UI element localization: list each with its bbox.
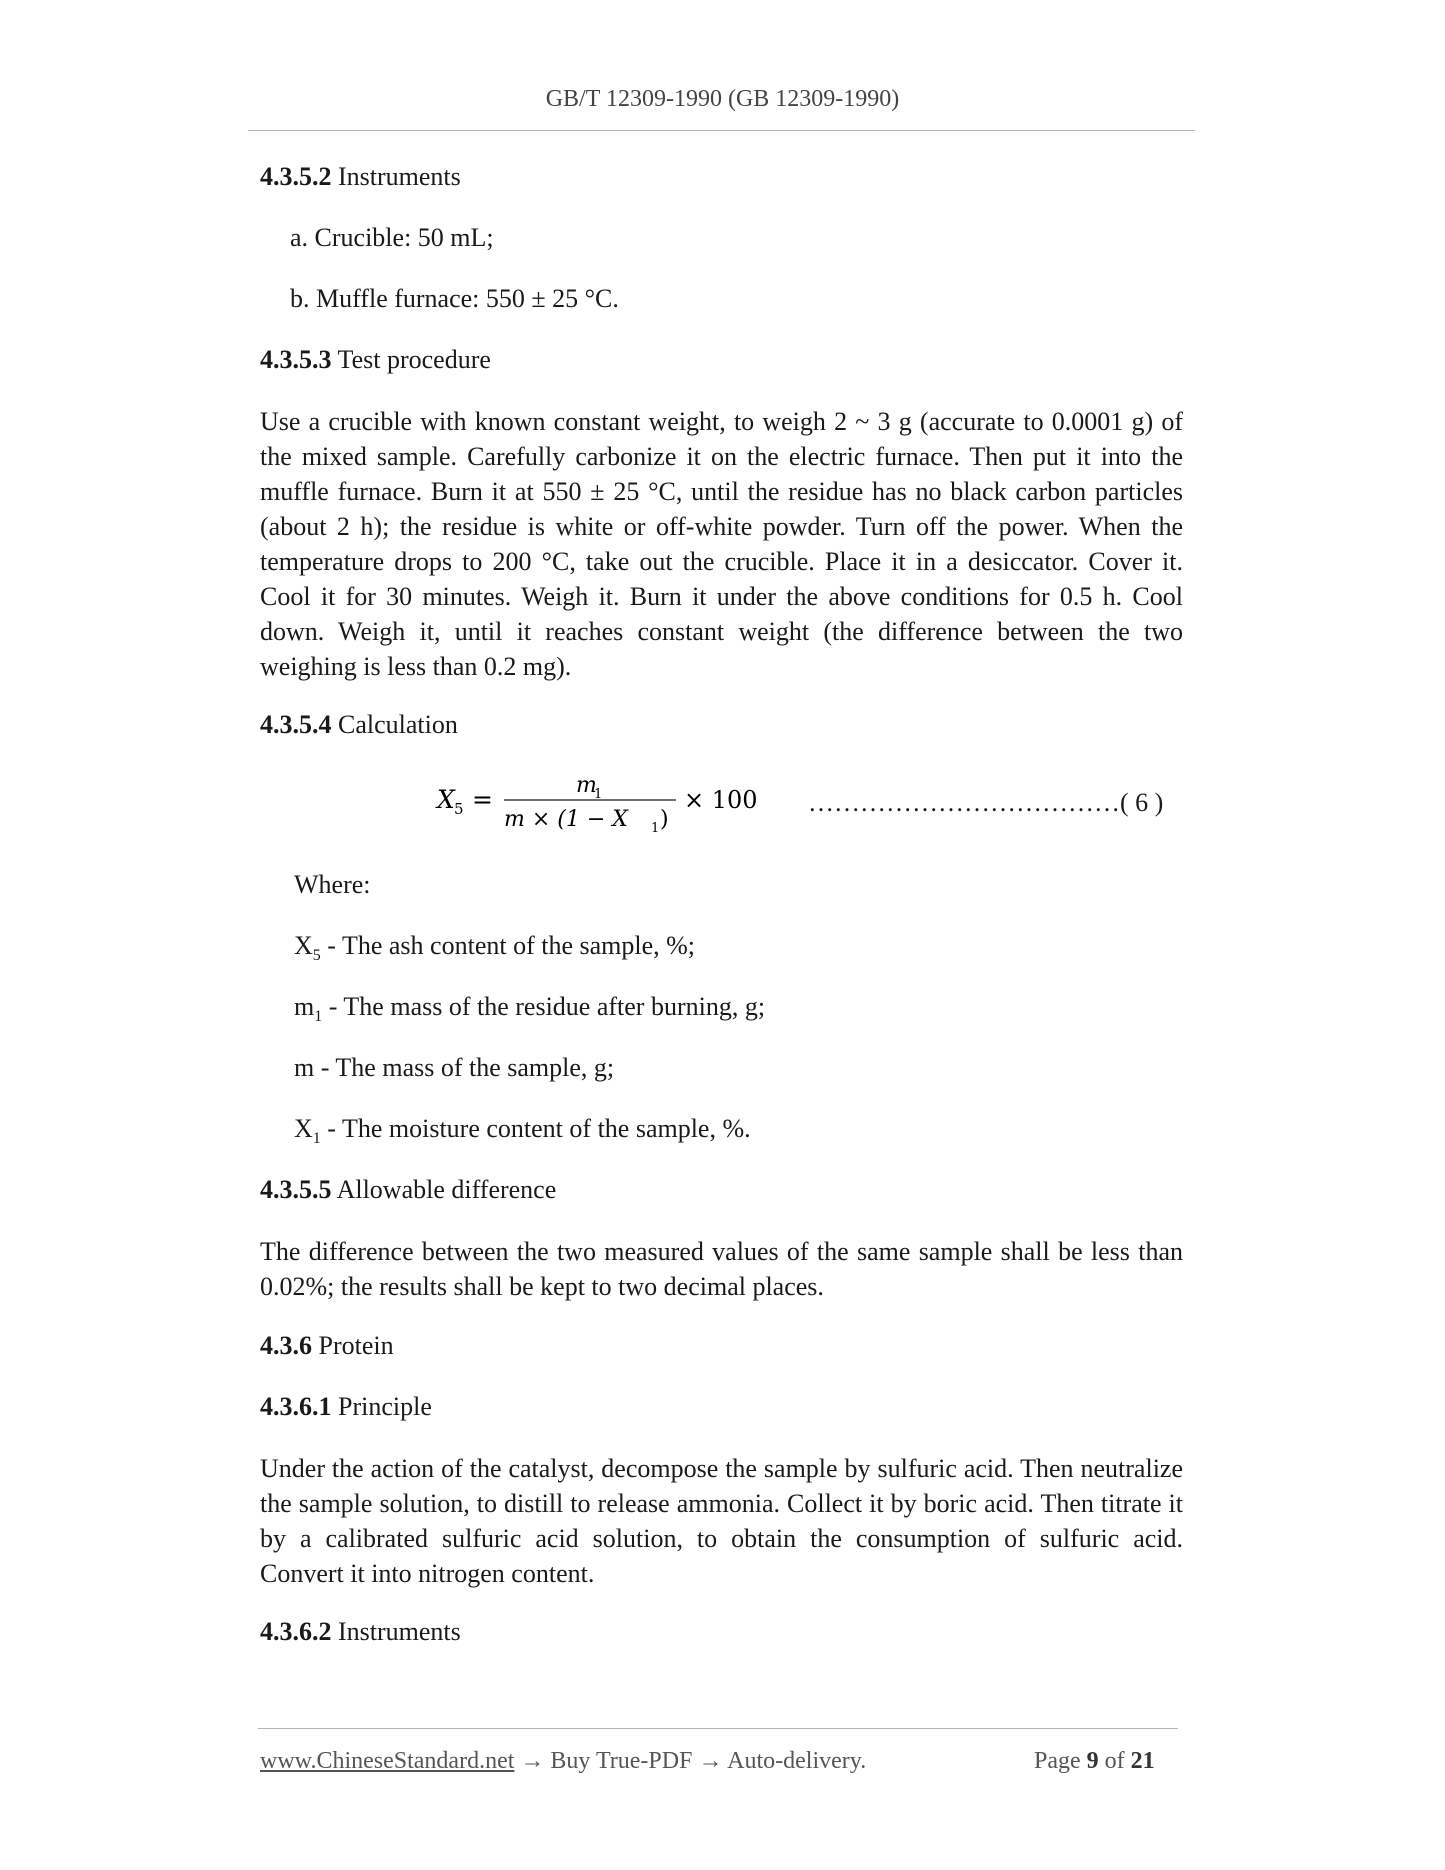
def-symbol-sub: 1 — [314, 1008, 323, 1026]
section-number: 4.3.5.3 — [260, 345, 332, 374]
formula-equals: = — [472, 785, 493, 814]
definition-x1 — [294, 1112, 751, 1156]
allowable-paragraph: The difference between the two measured values of the same sample shall be less than 0.02%; the results shall be kept to two decimal places. — [260, 1237, 1183, 1301]
heading-4-3-6 — [260, 1329, 394, 1363]
section-title: Instruments — [331, 1617, 461, 1646]
heading-4-3-5-4 — [260, 708, 458, 742]
of-label: of — [1098, 1748, 1131, 1774]
section-number: 4.3.6.2 — [260, 1617, 332, 1646]
def-symbol: m — [294, 1053, 315, 1082]
heading-4-3-5-5 — [260, 1173, 556, 1207]
footer-divider — [258, 1728, 1178, 1729]
equation-number: ………………………………( 6 ) — [808, 788, 1164, 817]
formula-multiplier: × 100 — [684, 786, 758, 814]
section-number: 4.3.6 — [260, 1331, 312, 1360]
principle-paragraph: Under the action of the catalyst, decompose the sample by sulfuric acid. Then neutralize the sample solution, to distill to release ammonia. Collect it by boric acid. Then titrate it by a calibrated sulfuric acid solution, to obtain the consumption of sulfuric acid. Convert it into nitrogen content. — [260, 1454, 1183, 1588]
formula-denominator-end: ) — [660, 807, 669, 832]
page-label: Page — [1034, 1748, 1087, 1774]
page-indicator — [1034, 1748, 1155, 1775]
def-symbol: m — [294, 992, 315, 1021]
page-header: GB/T 12309-1990 (GB 12309-1990) — [545, 86, 900, 112]
heading-4-3-6-2 — [260, 1615, 461, 1649]
def-symbol: X — [294, 1114, 313, 1143]
header-divider — [248, 130, 1195, 131]
def-symbol-sub: 1 — [312, 1130, 321, 1148]
formula-numerator-sub: 1 — [594, 787, 603, 802]
auto-delivery-text: Auto-delivery. — [727, 1748, 867, 1774]
heading-4-3-5-2 — [260, 160, 461, 194]
def-symbol: X — [294, 931, 313, 960]
heading-4-3-6-1 — [260, 1390, 432, 1424]
where-label: Where: — [294, 870, 371, 899]
def-text: - The mass of the sample, g; — [314, 1053, 615, 1082]
site-link[interactable]: www.ChineseStandard.net — [260, 1748, 515, 1774]
def-text: - The moisture content of the sample, %. — [320, 1114, 751, 1143]
def-text: - The mass of the residue after burning, g; — [322, 992, 766, 1021]
buy-pdf-link: Buy True-PDF — [550, 1748, 693, 1774]
def-symbol-sub: 5 — [312, 947, 321, 965]
section-title: Calculation — [331, 710, 458, 739]
definition-m — [294, 1051, 614, 1085]
section-number: 4.3.5.2 — [260, 162, 332, 191]
arrow-icon: → — [692, 1748, 728, 1774]
section-number: 4.3.6.1 — [260, 1392, 332, 1421]
def-text: - The ash content of the sample, %; — [320, 931, 696, 960]
formula-lhs: X — [437, 785, 455, 814]
section-title: Principle — [331, 1392, 432, 1421]
heading-4-3-5-3 — [260, 343, 491, 377]
formula-lhs-sub: 5 — [454, 800, 464, 818]
section-title: Instruments — [331, 162, 461, 191]
definition-x5 — [294, 929, 695, 973]
page-total: 21 — [1130, 1748, 1155, 1774]
definition-m1 — [294, 990, 765, 1034]
formula-numerator: m — [576, 773, 597, 798]
section-title: Protein — [312, 1331, 394, 1360]
section-number: 4.3.5.5 — [260, 1175, 332, 1204]
procedure-paragraph: Use a crucible with known constant weight, to weigh 2 ~ 3 g (accurate to 0.0001 g) of the mixed sample. Carefully carbonize it on the electric furnace. Then put it into the muffle furnace. Burn it at 550 ± 25 °C, until the residue has no black carbon particles (about 2 h); the residue is white or off-white powder. Turn off the power. When the temperature drops to 200 °C, take out the crucible. Place it in a desiccator. Cover it. Cool it for 30 minutes. Weigh it. Burn it under the above conditions for 0.5 h. Cool down. Weigh it, until it reaches constant weight (the difference between the two weighing is less than 0.2 mg). — [260, 407, 1183, 681]
formula-denominator-sub: 1 — [651, 821, 660, 836]
list-item-b: b. Muffle furnace: 550 ± 25 °C. — [290, 284, 619, 313]
list-item-a: a. Crucible: 50 mL; — [290, 223, 494, 252]
formula-denominator: m × (1 − X — [504, 807, 628, 832]
arrow-icon: → — [514, 1748, 551, 1774]
page-number: 9 — [1086, 1748, 1099, 1774]
footer-links — [260, 1748, 866, 1775]
section-title: Allowable difference — [331, 1175, 557, 1204]
section-number: 4.3.5.4 — [260, 710, 332, 739]
section-title: Test procedure — [331, 345, 491, 374]
